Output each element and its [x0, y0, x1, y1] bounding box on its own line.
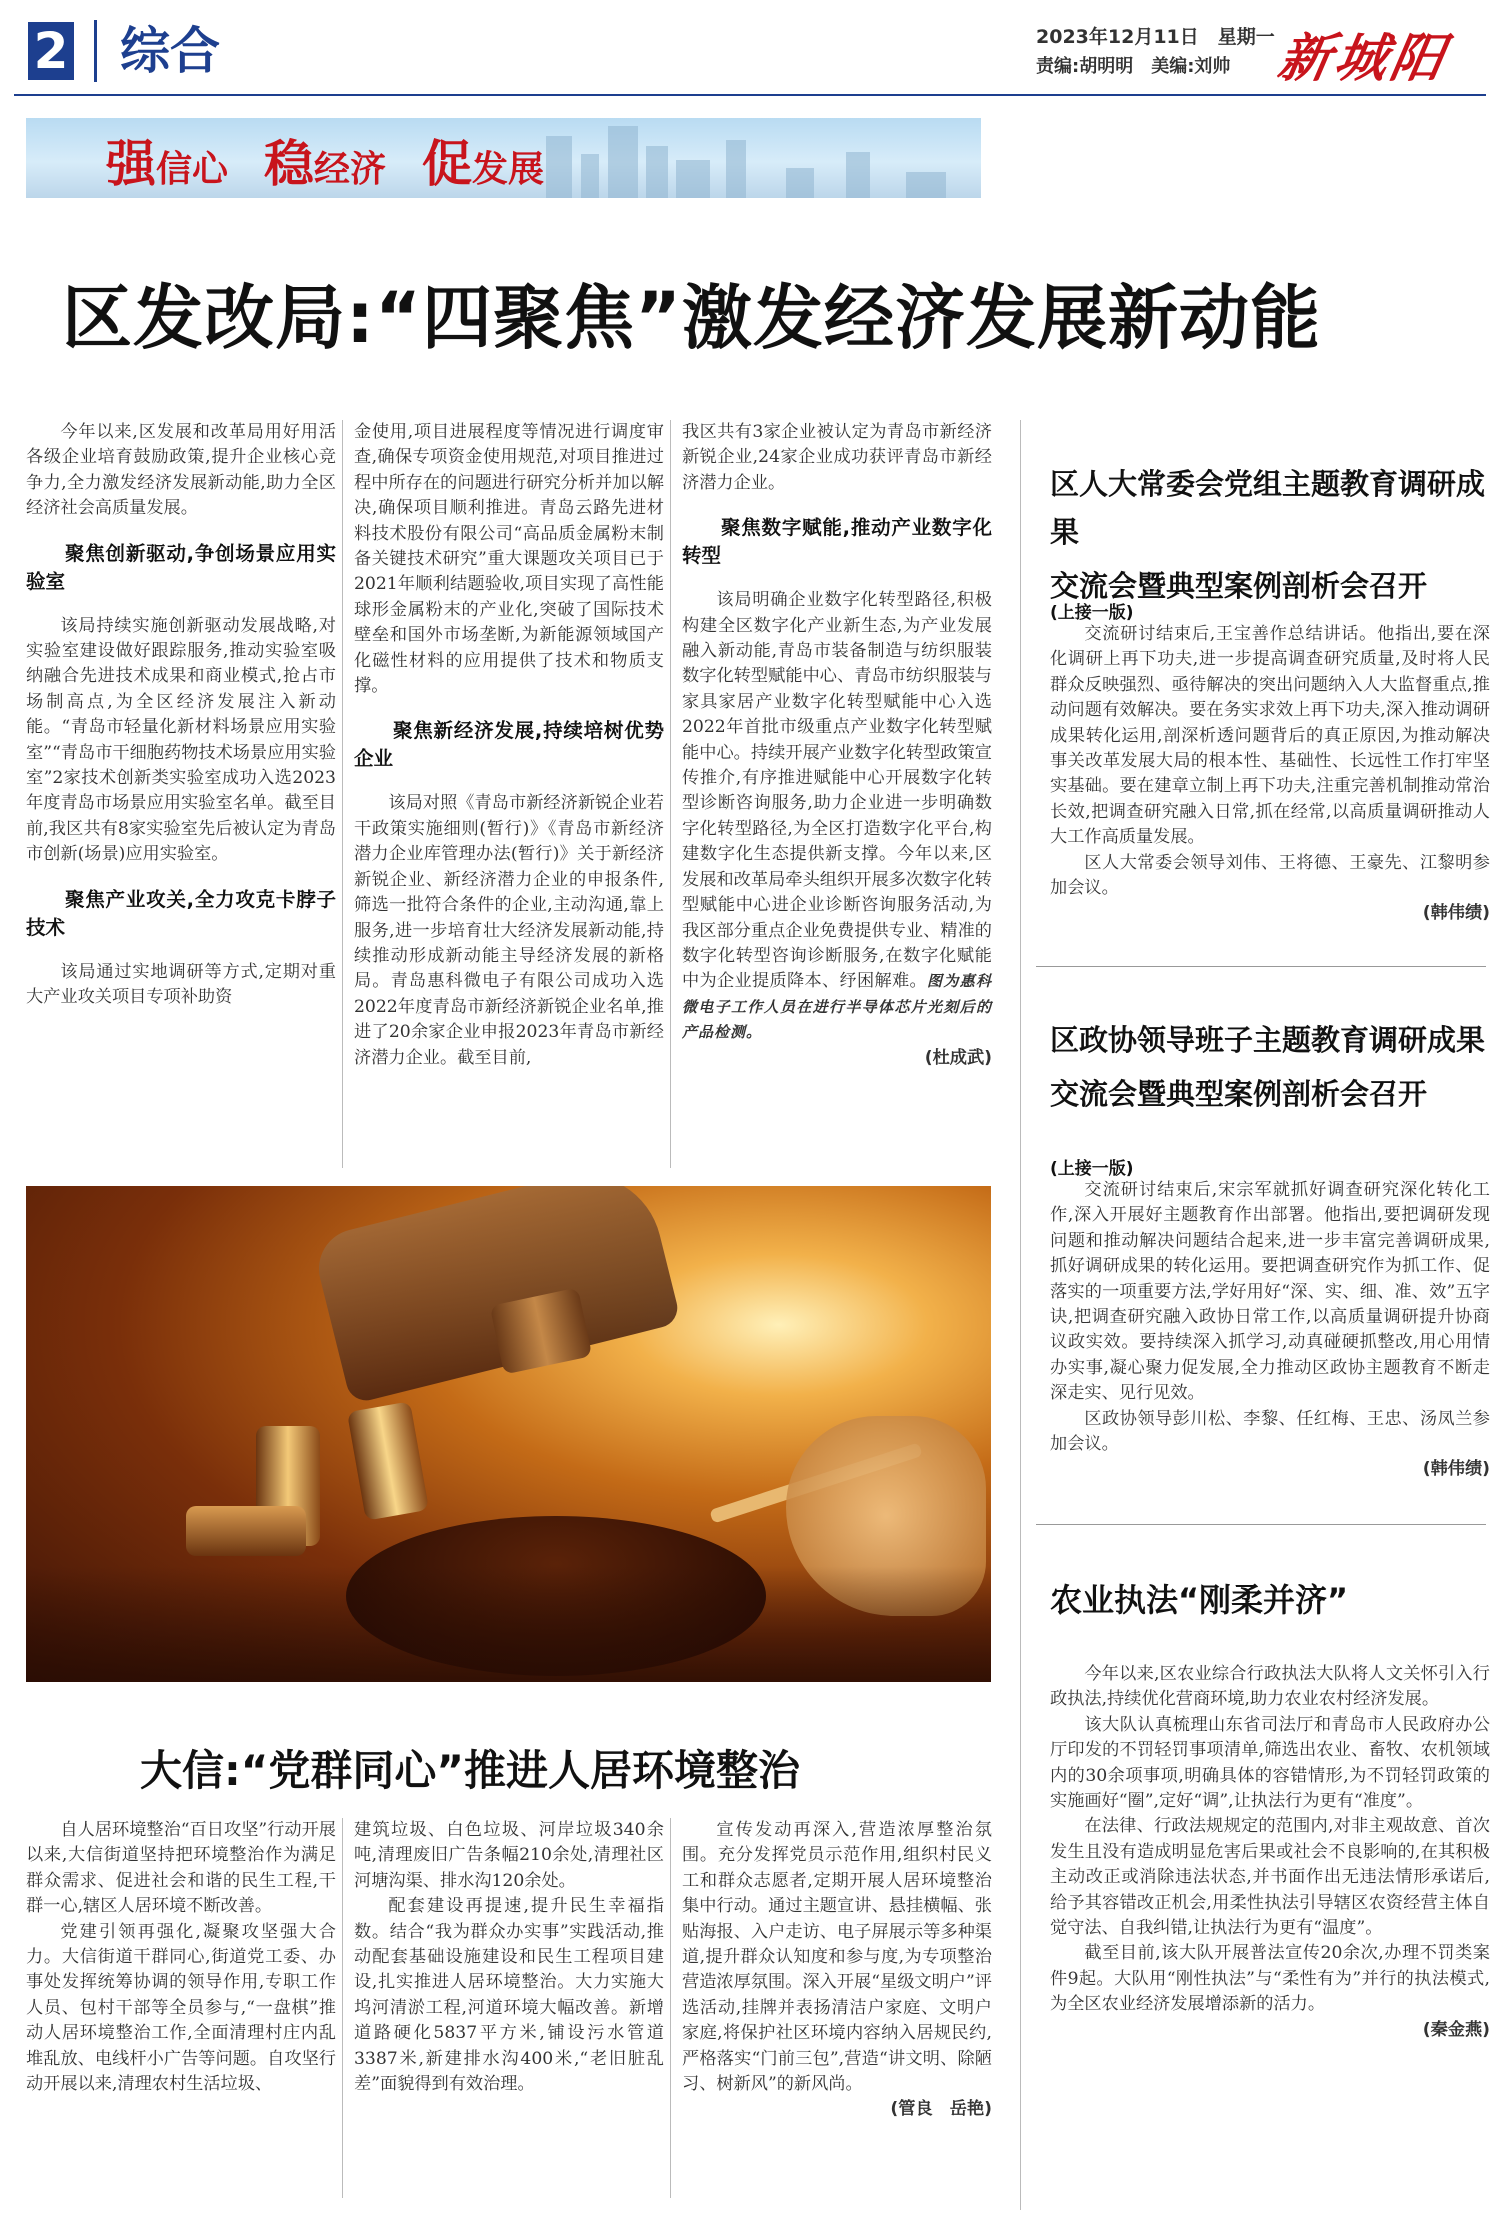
paragraph: 区政协领导彭川松、李黎、任红梅、王忠、汤凤兰参加会议。 — [1050, 1408, 1490, 1455]
slogan-word: 稳 — [264, 135, 315, 193]
slogan-word: 强 — [106, 135, 156, 193]
photo-caption: 图为惠科微电子工作人员在进行半导体芯片光刻后的产品检测。 — [682, 972, 992, 1042]
paragraph: 宣传发动再深入,营造浓厚整治氛围。充分发挥党员示范作用,组织村民义工和群众志愿者,定期开展人居环境整治集中行动。通过主题宣讲、悬挂横幅、张贴海报、入户走访、电子屏展示等多种渠道,提升群众认知度和参与度,为专项整治营造浓厚氛围。深入开展“星级文明户”评选活动,挂牌并表扬清洁户家庭、文明户家庭,将保护社区环境内容纳入居规民约,严格落实“门前三包”,营造“讲文明、除陋习、树新风”的新风尚。 — [682, 1820, 992, 2095]
paragraph: 今年以来,区发展和改革局用好用活各级企业培育鼓励政策,提升企业核心竞争力,全力激发经济发展新动能,助力全区经济社会高质量发展。 — [26, 422, 336, 519]
article-separator — [1036, 1524, 1486, 1525]
lead-headline: 区发改局:“四聚焦”激发经济发展新动能 — [62, 277, 1322, 359]
article-headline-npc — [1050, 460, 1490, 610]
newspaper-logo: 新城阳 — [1273, 28, 1453, 89]
paragraph: 区人大常委会领导刘伟、王将德、王豪先、江黎明参加会议。 — [1050, 852, 1490, 899]
paragraph: 我区共有3家企业被认定为青岛市新经济新锐企业,24家企业成功获评青岛市新经济潜力企业。 — [682, 422, 992, 493]
skyline-building — [646, 146, 668, 198]
lead-article-column-3 — [682, 420, 992, 1071]
article-headline-agriculture: 农业执法“刚柔并济” — [1050, 1581, 1349, 1619]
slogan-word: 信心 — [156, 149, 229, 190]
paragraph: 今年以来,区农业综合行政执法大队将人文关怀引入行政执法,持续优化营商环境,助力农业农村经济发展。 — [1050, 1664, 1490, 1710]
headline-line: 交流会暨典型案例剖析会召开 — [1050, 1077, 1428, 1111]
paragraph: 配套建设再提速,提升民生幸福指数。结合“我为群众办实事”实践活动,推动配套基础设施建设和民生工程项目建设,扎实推进人居环境整治。大力实施大坞河清淤工程,河道环境大幅改善。新增道路硬化5837平方米,铺设污水管道3387米,新建排水沟400米,“老旧脏乱差”面貌得到有效治理。 — [354, 1896, 664, 2095]
continued-note: (上接一版) — [1050, 603, 1134, 623]
paragraph: 金使用,项目进展程度等情况进行调度审查,确保专项资金使用规范,对项目推进过程中所存在的问题进行研究分析并加以解决,确保项目顺利推进。青岛云路先进材料技术股份有限公司“高品质金属粉末制备关键技术研究”重大课题攻关项目已于2021年顺利结题验收,项目实现了高性能球形金属粉末的产业化,突破了国际技术壁垒和国外市场垄断,为新能源领域国产化磁性材料的应用提供了技术和物质支撑。 — [354, 422, 664, 697]
skyline-building — [846, 152, 870, 198]
subheading: 聚焦新经济发展,持续培树优势企业 — [354, 719, 664, 771]
daxin-article-column-1 — [26, 1818, 336, 2097]
subheading: 聚焦产业攻关,全力攻克卡脖子技术 — [26, 887, 336, 939]
author-byline: (管良 岳艳) — [890, 2099, 992, 2120]
paragraph: 该大队认真梳理山东省司法厅和青岛市人民政府办公厅印发的不罚轻罚事项清单,筛选出农业、畜牧、农机领域内的30余项事项,明确具体的容错情形,为不罚轻罚政策的实施画好“圈”,定好“调”,让执法行为更有“准度”。 — [1050, 1714, 1490, 1812]
objective-lens-2 — [347, 1401, 429, 1520]
paragraph: 截至目前,该大队开展普法宣传20余次,办理不罚类案件9起。大队用“刚性执法”与“柔性有为”并行的执法模式,为全区农业经济发展增添新的活力。 — [1050, 1943, 1490, 2015]
paragraph: 该局持续实施创新驱动发展战略,对实验室建设做好跟踪服务,推动实验室吸纳融合先进技术成果和商业模式,抢占市场制高点,为全区经济发展注入新动能。“青岛市轻量化新材料场景应用实验室”“青岛市干细胞药物技术场景应用实验室”2家技术创新类实验室成功入选2023年度青岛市场景应用实验室名单。截至目前,我区共有8家实验室先后被认定为青岛市创新(场景)应用实验室。 — [26, 615, 336, 865]
column-divider — [670, 420, 671, 1168]
agriculture-article-body — [1050, 1662, 1490, 2043]
subheading: 聚焦创新驱动,争创场景应用实验室 — [26, 541, 336, 593]
daxin-article-column-3 — [682, 1818, 992, 2123]
skyline-building — [726, 140, 746, 198]
lead-article-column-1 — [26, 420, 336, 1011]
author-byline: (韩伟绩) — [1422, 1459, 1490, 1480]
page-number: 2 — [28, 22, 74, 80]
editors-credit: 责编:胡明明 美编:刘帅 — [1036, 56, 1231, 77]
continued-note: (上接一版) — [1050, 1159, 1134, 1179]
microscope-photo — [26, 1186, 991, 1682]
author-byline: (秦金燕) — [1422, 2019, 1490, 2040]
headline-line: 交流会暨典型案例剖析会召开 — [1050, 569, 1428, 603]
cppcc-article-body — [1050, 1178, 1490, 1483]
daxin-article-column-2 — [354, 1818, 664, 2097]
paragraph: 交流研讨结束后,王宝善作总结讲话。他指出,要在深化调研上再下功夫,进一步提高调查研究质量,及时将人民群众反映强烈、亟待解决的突出问题纳入人大监督重点,推动问题有效解决。要在务实求效上再下功夫,深入推动调研成果转化运用,剖深析透问题背后的真正原因,为推动解决事关改革发展大局的根本性、基础性、长远性工作打牢坚实基础。要在建章立制上再下功夫,注重完善机制推动常治长效,把调查研究融入日常,抓在经常,以高质量调研推动人大工作高质量发展。 — [1050, 624, 1490, 848]
paragraph: 党建引领再强化,凝聚攻坚强大合力。大信街道干群同心,街道党工委、办事处发挥统筹协调的领导作用,专职工作人员、包村干部等全员参与,“一盘棋”推动人居环境整治工作,全面清理村庄内乱堆乱放、电线杆小广告等问题。自攻坚行动开展以来,清理农村生活垃圾、 — [26, 1921, 336, 2095]
paragraph: 自人居环境整治“百日攻坚”行动开展以来,大信街道坚持把环境整治作为满足群众需求、促进社会和谐的民生工程,干群一心,辖区人居环境不断改善。 — [26, 1820, 336, 1917]
headline-line: 区政协领导班子主题教育调研成果 — [1050, 1023, 1486, 1057]
paragraph: 该局通过实地调研等方式,定期对重大产业攻关项目专项补助资 — [26, 961, 336, 1008]
article-separator — [1036, 966, 1486, 967]
paragraph — [682, 588, 992, 1045]
article-headline-cppcc — [1050, 1016, 1490, 1118]
paragraph-text: 该局明确企业数字化转型路径,积极构建全区数字化产业新生态,为产业发展融入新动能,青岛市装备制造与纺织服装数字化转型赋能中心、青岛市纺织服装与家具家居产业数字化转型赋能中心入选2022年首批市级重点产业数字化转型赋能中心。持续开展产业数字化转型政策宣传推介,有序推进赋能中心开展数字化转型诊断咨询服务,助力企业进一步明确数字化转型路径,为全区打造数字化平台,构建数字化生态提供新支撑。今年以来,区发展和改革局牵头组织开展多次数字化转型赋能中心进企业诊断咨询服务活动,为我区部分重点企业免费提供专业、精准的数字化转型咨询诊断服务,在数字化赋能中为企业提质降本、纾困解难。 — [682, 590, 992, 992]
slogan-word: 促 — [422, 135, 473, 193]
paragraph: 交流研讨结束后,宋宗军就抓好调查研究深化转化工作,深入开展好主题教育作出部署。他指出,要把调研发现问题和推动解决问题结合起来,进一步丰富完善调研成果,抓好调研成果的转化运用。要把调查研究作为抓工作、促落实的一项重要方法,学好用好“深、实、细、准、效”五字诀,把调查研究融入政协日常工作,以高质量调研提升协商议政实效。要持续深入抓学习,动真碰硬抓整改,用心用情办实事,凝心聚力促发展,全力推动区政协主题教育不断走深走实、见行见效。 — [1050, 1180, 1490, 1404]
column-divider — [342, 1818, 343, 2198]
microscope-body — [310, 1186, 681, 1405]
paragraph: 该局对照《青岛市新经济新锐企业若干政策实施细则(暂行)》《青岛市新经济潜力企业库管理办法(暂行)》关于新经济新锐企业、新经济潜力企业的申报条件,筛选一批符合条件的企业,主动沟通,靠上服务,进一步培育壮大经济发展新动能,持续推动形成新动能主导经济发展的新格局。青岛惠科微电子有限公司成功入选2022年度青岛市新经济新锐企业名单,推进了20余家企业申报2023年青岛市新经济潜力企业。截至目前, — [354, 793, 664, 1068]
slogan-word: 经济 — [314, 149, 387, 190]
masthead-rule — [14, 94, 1486, 96]
section-title: 综合 — [120, 22, 220, 80]
issue-date: 2023年12月11日 星期一 — [1036, 26, 1275, 48]
subheading: 聚焦数字赋能,推动产业数字化转型 — [682, 516, 992, 568]
paragraph: 在法律、行政法规规定的范围内,对非主观故意、首次发生且没有造成明显危害后果或社会不良影响的,在其积极主动改正或消除违法状态,并书面作出无违法情形承诺后,给予其容错改正机会,用柔性执法引导辖区农资经营主体自觉守法、自我纠错,让执法行为更有“温度”。 — [1050, 1816, 1490, 1939]
skyline-building — [906, 172, 946, 198]
banner-slogan — [106, 124, 580, 196]
skyline-building — [581, 154, 599, 198]
author-byline: (杜成武) — [924, 1047, 992, 1068]
skyline-building — [608, 126, 638, 198]
theme-banner — [26, 118, 981, 198]
right-column-divider — [1020, 420, 1021, 2210]
npc-article-body — [1050, 622, 1490, 927]
photo-shadow — [26, 1566, 991, 1682]
microscope-stage — [186, 1506, 306, 1556]
lead-article-column-2 — [354, 420, 664, 1071]
paragraph: 建筑垃圾、白色垃圾、河岸垃圾340余吨,清理废旧广告条幅210余处,清理社区河塘沟渠、排水沟120余处。 — [354, 1820, 664, 1891]
column-divider — [670, 1818, 671, 2198]
masthead-divider — [94, 20, 97, 82]
skyline-building — [676, 160, 710, 198]
headline-line: 区人大常委会党组主题教育调研成果 — [1050, 467, 1486, 549]
skyline-building — [786, 168, 814, 198]
column-divider — [342, 420, 343, 1168]
author-byline: (韩伟绩) — [1422, 903, 1490, 924]
article-headline-daxin: 大信:“党群同心”推进人居环境整治 — [140, 1746, 801, 1795]
slogan-word: 发展 — [472, 149, 545, 190]
